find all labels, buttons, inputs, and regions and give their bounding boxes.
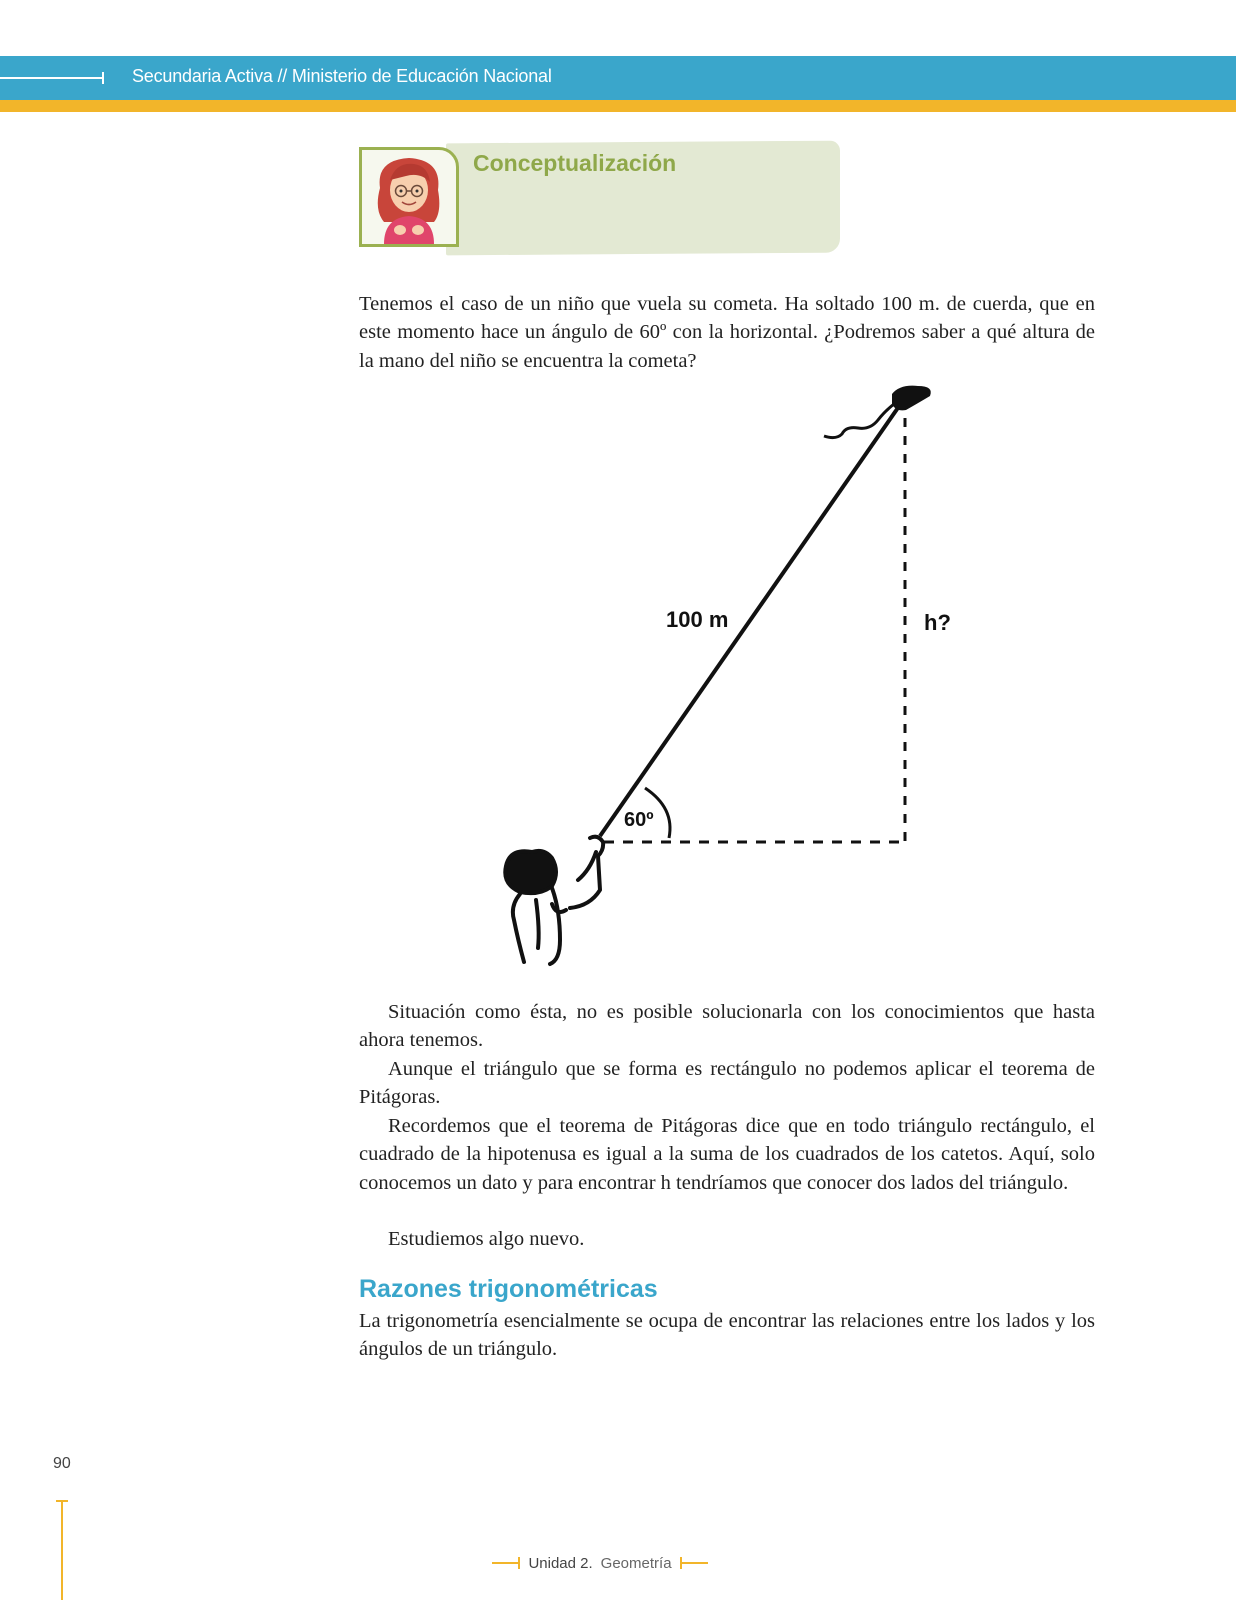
kite-string	[600, 402, 902, 836]
section-title: Razones trigonométricas	[359, 1275, 658, 1303]
avatar	[359, 147, 459, 247]
header-stripe	[0, 100, 1236, 112]
header-rule	[0, 77, 104, 79]
footer-left-rule	[492, 1562, 520, 1564]
footer-right-rule	[680, 1562, 708, 1564]
footer	[480, 1551, 720, 1575]
teacher-avatar-icon	[362, 150, 456, 244]
section-paragraph: La trigonometría esencialmente se ocupa de encontrar las relaciones entre los lados y los ángulos de un triángulo.	[359, 1310, 1095, 1361]
intro-paragraph: Tenemos el caso de un niño que vuela su cometa. Ha soltado 100 m. de cuerda, que en este momento hace un ángulo de 60º con la horizontal. ¿Podremos saber a qué altura de la mano del niño se encuentra la cometa?	[359, 293, 1095, 372]
page-number: 90	[53, 1455, 71, 1472]
concept-title: Conceptualización	[473, 150, 677, 176]
kite-icon	[824, 386, 931, 438]
body-paragraph-2: Aunque el triángulo que se forma es rectángulo no podemos aplicar el teorema de Pitágoras.	[359, 1058, 1095, 1109]
body-paragraph-4: Estudiemos algo nuevo.	[388, 1228, 585, 1250]
hypotenuse-label: 100 m	[666, 607, 729, 632]
footer-unit: Unidad 2.	[528, 1554, 593, 1572]
kite-diagram	[0, 370, 1236, 990]
header-title: Secundaria Activa // Ministerio de Educación Nacional	[132, 66, 552, 86]
body-paragraph-1: Situación como ésta, no es posible solucionarla con los conocimientos que hasta ahora tenemos.	[359, 1001, 1095, 1052]
footer-unit-name: Geometría	[600, 1554, 672, 1572]
child-figure-icon	[505, 837, 603, 964]
side-rule	[61, 1500, 63, 1600]
angle-label: 60º	[624, 809, 654, 831]
height-label: h?	[924, 610, 951, 635]
body-paragraph-3: Recordemos que el teorema de Pitágoras dice que en todo triángulo rectángulo, el cuadrado de la hipotenusa es igual a la suma de los cuadrados de los catetos. Aquí, solo conocemos un dato y para encontrar h tendríamos que conocer dos lados del triángulo.	[359, 1115, 1095, 1194]
